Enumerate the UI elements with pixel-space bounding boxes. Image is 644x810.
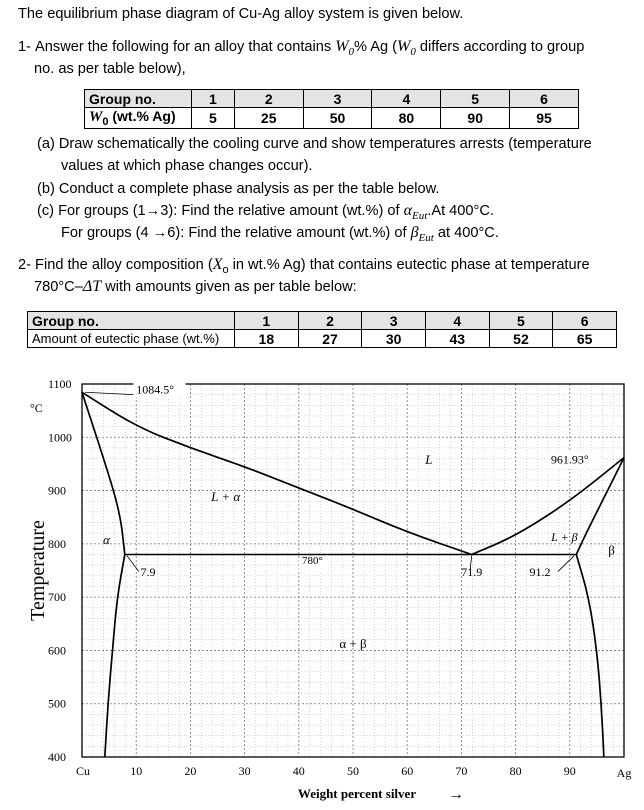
cu-melt-label: 1084.5° xyxy=(136,382,175,397)
beta-solidus-line xyxy=(576,458,624,555)
q1-text-c: differs according to group xyxy=(415,39,585,55)
y-tick-label: 600 xyxy=(48,643,66,658)
alpha-limit-leader xyxy=(127,556,139,572)
q2-line1: 2- Find the alloy composition ($X_o$ in wt.% Ag) that contains eutectic phase at temperature xyxy=(18,256,590,276)
x-end-label-cu: Cu xyxy=(75,764,91,778)
x-tick-label: 50 xyxy=(347,764,359,778)
x-tick-label: 30 xyxy=(238,764,251,778)
group-cell: 6 xyxy=(510,90,579,108)
y-tick-label: 700 xyxy=(48,590,66,605)
value-cell: 5 xyxy=(192,108,235,129)
group-cell: 5 xyxy=(441,90,510,108)
alpha-limit-label: 7.9 xyxy=(140,564,156,579)
alpha-solidus-line xyxy=(82,392,125,554)
value-cell: 90 xyxy=(441,108,510,129)
x-axis-arrow: → xyxy=(448,786,464,803)
group-cell: 4 xyxy=(372,90,441,108)
beta-limit-label: 91.2 xyxy=(529,564,551,579)
q2-group-table xyxy=(27,311,617,348)
liquidus-line-right xyxy=(472,458,624,555)
group-cell: 6 xyxy=(553,312,617,330)
q1-line1 xyxy=(18,38,584,61)
y-tick-label: 900 xyxy=(48,483,66,498)
q1-part-a-line1: (a) Draw schematically the cooling curve and show temperatures arrests (temperature xyxy=(37,136,592,152)
y-tick-label: 1000 xyxy=(48,430,72,445)
w0-symbol: $W_0$ xyxy=(335,38,355,59)
q1-part-b: (b) Conduct a complete phase analysis as per the table below. xyxy=(37,181,440,197)
phase-label-alpha-beta: α + β xyxy=(339,635,367,651)
x-end-label-ag: Ag xyxy=(616,766,632,780)
x-axis-title: Weight percent silver xyxy=(297,786,417,801)
phase-label-l-alpha: L + α xyxy=(211,489,241,505)
diagram-labels xyxy=(27,377,631,803)
ag-melt-label: 961.93° xyxy=(550,452,589,467)
w0-row-label: $W_0$ (wt.% Ag) xyxy=(85,108,192,129)
q1-text-a: Answer the following for an alloy that contains xyxy=(35,39,336,55)
group-cell: 1 xyxy=(235,312,299,330)
value-cell: 80 xyxy=(372,108,441,129)
table-value-row xyxy=(28,330,617,348)
beta-limit-leader xyxy=(558,556,574,572)
q1-part-c-line2: For groups (4 →6): Find the relative amount (wt.%) of $\beta_{Eut}$ at 400°C. xyxy=(61,224,499,244)
group-cell: 5 xyxy=(489,312,553,330)
y-tick-label: 500 xyxy=(48,696,66,711)
value-cell: 25 xyxy=(234,108,303,129)
q1-part-c-line1: (c) For groups (1→3): Find the relative amount (wt.%) of $\alpha_{Eut}.At$ 400°C. xyxy=(37,202,494,222)
x-tick-label: 80 xyxy=(509,764,522,778)
value-cell: 18 xyxy=(235,330,299,348)
group-no-label: Group no. xyxy=(28,312,235,330)
cu-melt-leader xyxy=(85,392,133,394)
w0-symbol-2: $W_0$ xyxy=(397,38,416,59)
group-cell: 2 xyxy=(234,90,303,108)
value-cell: 43 xyxy=(425,330,489,348)
cu-ag-phase-diagram xyxy=(0,355,644,810)
q1-part-a-line2: values at which phase changes occur). xyxy=(61,158,313,174)
x-tick-label: 10 xyxy=(130,764,143,778)
value-cell: 27 xyxy=(298,330,362,348)
value-cell: 65 xyxy=(553,330,617,348)
eutectic-temp-label: 780° xyxy=(302,554,323,567)
phase-label-l-beta: L + β xyxy=(551,530,578,545)
y-unit-label: °C xyxy=(30,401,43,415)
value-cell: 30 xyxy=(362,330,426,348)
q1-group-table xyxy=(84,89,579,129)
x-tick-label: 70 xyxy=(455,764,468,778)
x-tick-label: 60 xyxy=(401,764,414,778)
q1-line2: no. as per table below), xyxy=(34,61,186,77)
value-cell: 50 xyxy=(303,108,372,129)
liquidus-line-left xyxy=(82,392,472,554)
eutectic-comp-label: 71.9 xyxy=(461,564,483,579)
value-cell: 52 xyxy=(489,330,553,348)
group-cell: 1 xyxy=(192,90,235,108)
x-tick-label: 20 xyxy=(184,764,197,778)
phase-label-liquid: L xyxy=(425,451,433,467)
q1-text-b: % Ag ( xyxy=(354,39,398,55)
q1-number: 1- xyxy=(18,39,31,55)
phase-label-alpha: α xyxy=(102,531,110,547)
table-header-row xyxy=(85,90,579,108)
group-cell: 3 xyxy=(362,312,426,330)
group-no-label: Group no. xyxy=(85,90,192,108)
value-cell: 95 xyxy=(510,108,579,129)
y-axis-title: Temperature xyxy=(27,520,49,621)
eutectic-amount-label: Amount of eutectic phase (wt.%) xyxy=(28,330,235,348)
phase-label-beta: β xyxy=(608,542,615,558)
intro-text: The equilibrium phase diagram of Cu-Ag alloy system is given below. xyxy=(18,6,464,22)
group-cell: 2 xyxy=(298,312,362,330)
y-tick-label: 800 xyxy=(48,536,66,551)
x-tick-label: 40 xyxy=(292,764,305,778)
y-tick-label: 1100 xyxy=(48,377,72,391)
x-tick-label: 90 xyxy=(563,764,576,778)
group-cell: 4 xyxy=(425,312,489,330)
table-header-row xyxy=(28,312,617,330)
group-cell: 3 xyxy=(303,90,372,108)
table-value-row xyxy=(85,108,579,129)
q2-line2: 780°C–ΔT with amounts given as per table below: xyxy=(34,278,357,295)
y-tick-label: 400 xyxy=(48,750,66,764)
